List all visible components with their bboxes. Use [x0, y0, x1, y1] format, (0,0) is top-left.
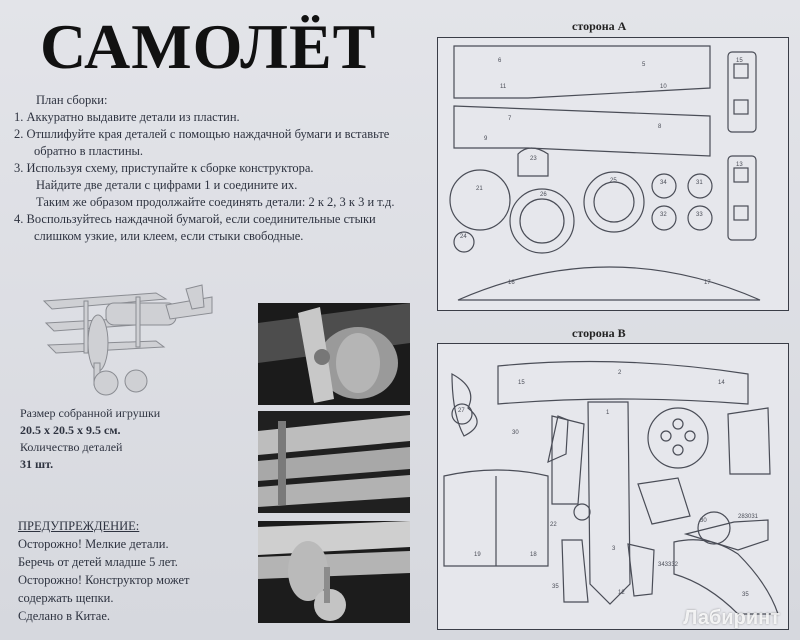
svg-text:17: 17 [704, 280, 711, 286]
svg-text:26: 26 [540, 192, 547, 198]
count-label: Количество деталей [20, 440, 123, 454]
size-label: Размер собранной игрушки [20, 406, 161, 420]
warning-line: содержать щепки. [18, 591, 114, 605]
instruction-line: 4. Воспользуйтесь наждачной бумагой, если соединительные стыки [14, 212, 376, 226]
svg-text:3: 3 [612, 546, 616, 552]
svg-text:32: 32 [660, 212, 667, 218]
svg-text:24: 24 [460, 234, 467, 240]
warning-line: Беречь от детей младше 5 лет. [18, 555, 178, 569]
svg-text:343332: 343332 [658, 562, 679, 568]
svg-text:14: 14 [718, 380, 725, 386]
svg-text:8: 8 [658, 124, 662, 130]
svg-text:7: 7 [508, 116, 512, 122]
svg-text:13: 13 [736, 162, 743, 168]
svg-text:22: 22 [550, 522, 557, 528]
side-a-label: сторона А [572, 19, 627, 33]
instruction-line: 2. Отшлифуйте края деталей с помощью наждачной бумаги и вставьте [14, 127, 390, 141]
svg-text:23: 23 [530, 156, 537, 162]
specs [20, 405, 160, 473]
svg-text:2: 2 [618, 370, 622, 376]
instruction-line: 3. Используя схему, приступайте к сборке конструктора. [14, 161, 314, 175]
svg-text:18: 18 [530, 552, 537, 558]
svg-text:9: 9 [484, 136, 488, 142]
svg-text:33: 33 [696, 212, 703, 218]
photo-wings [258, 411, 410, 513]
size-value: 20.5 x 20.5 x 9.5 см. [20, 423, 121, 437]
svg-text:1: 1 [606, 410, 610, 416]
svg-text:35: 35 [552, 584, 559, 590]
instruction-line: Таким же образом продолжайте соединять детали: 2 к 2, 3 к 3 и т.д. [36, 195, 395, 209]
instructions-heading: План сборки: [36, 93, 108, 107]
svg-text:11: 11 [500, 84, 507, 90]
svg-text:5: 5 [642, 62, 646, 68]
svg-text:12: 12 [618, 590, 625, 596]
svg-text:6: 6 [498, 58, 502, 64]
svg-text:15: 15 [518, 380, 525, 386]
labirint-watermark-logo: Лабиринт [683, 607, 780, 629]
svg-text:16: 16 [508, 280, 515, 286]
warning-block [18, 517, 190, 625]
instruction-line: слишком узкие, или клеем, если стыки свободные. [34, 229, 304, 243]
assembly-instructions [14, 92, 434, 245]
instruction-line: Найдите две детали с цифрами 1 и соедините их. [36, 178, 298, 192]
svg-text:31: 31 [696, 180, 703, 186]
warning-line: Осторожно! Мелкие детали. [18, 537, 169, 551]
svg-text:283031: 283031 [738, 514, 759, 520]
svg-text:35: 35 [742, 592, 749, 598]
photo-landing-gear [258, 521, 410, 623]
instruction-line: 1. Аккуратно выдавите детали из пластин. [14, 110, 240, 124]
svg-text:30: 30 [700, 518, 707, 524]
warning-title: ПРЕДУПРЕЖДЕНИЕ: [18, 519, 140, 533]
side-b-label: сторона В [572, 326, 626, 340]
count-value: 31 шт. [20, 457, 54, 471]
instruction-line: обратно в пластины. [34, 144, 144, 158]
assembled-plane-image [36, 283, 216, 399]
page-title: САМОЛЁТ [40, 11, 377, 82]
warning-line: Осторожно! Конструктор может [18, 573, 190, 587]
warning-line: Сделано в Китае. [18, 609, 110, 623]
side-a-panel [437, 37, 789, 311]
side-a-parts [438, 38, 788, 310]
side-b-parts [438, 344, 788, 629]
side-b-panel [437, 343, 789, 630]
photo-propeller [258, 303, 410, 405]
svg-text:21: 21 [476, 186, 483, 192]
svg-text:34: 34 [660, 180, 667, 186]
svg-text:30: 30 [512, 430, 519, 436]
svg-text:25: 25 [610, 178, 617, 184]
svg-text:27: 27 [458, 408, 465, 414]
svg-text:10: 10 [660, 84, 667, 90]
svg-text:19: 19 [474, 552, 481, 558]
svg-text:15: 15 [736, 58, 743, 64]
